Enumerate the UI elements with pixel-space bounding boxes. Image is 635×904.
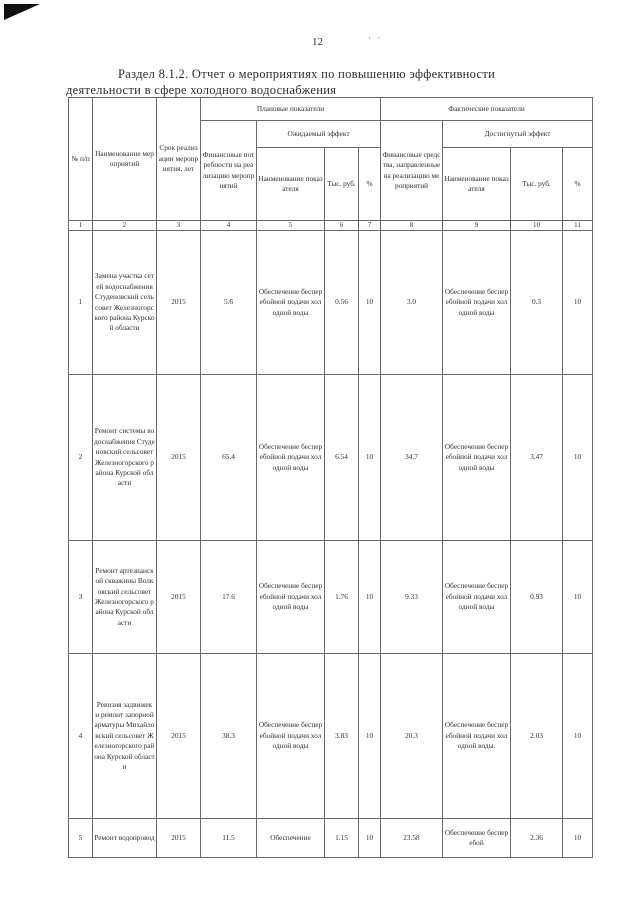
table-row — [69, 231, 593, 375]
column-number-row — [69, 221, 593, 231]
header-fin-spent: Финансовые средства, направленные на реализацию мероприятий — [381, 121, 443, 221]
header-name: Наименование мероприятий — [93, 98, 157, 221]
row-thous-plan: 0.56 — [325, 231, 359, 375]
column-number: 7 — [359, 221, 381, 231]
row-num: 1 — [69, 231, 93, 375]
row-fin-spent: 3.0 — [381, 231, 443, 375]
column-number: 9 — [443, 221, 511, 231]
header-fin-need: Финансовые потребности на реализацию мероприятий — [201, 121, 257, 221]
column-number: 3 — [157, 221, 201, 231]
row-indicator-plan: Обеспечение бесперебойной подачи холодной воды — [257, 541, 325, 654]
row-pct-fact: 10 — [563, 819, 593, 858]
table-row — [69, 541, 593, 654]
row-fin-need: 65.4 — [201, 375, 257, 541]
row-thous-plan: 3.83 — [325, 654, 359, 819]
row-name: Ремонт водопровод — [93, 819, 157, 858]
row-thous-fact: 3.47 — [511, 375, 563, 541]
table-row — [69, 654, 593, 819]
row-fin-spent: 34.7 — [381, 375, 443, 541]
row-pct-plan: 10 — [359, 231, 381, 375]
header-actual-group: Фактические показатели — [381, 98, 593, 121]
row-indicator-plan: Обеспечение бесперебойной подачи холодной воды — [257, 654, 325, 819]
corner-scan-mark — [4, 4, 40, 20]
row-num: 2 — [69, 375, 93, 541]
row-indicator-fact: Обеспечение бесперебойной подачи холодной воды — [443, 541, 511, 654]
header-pct-fact: % — [563, 148, 593, 221]
row-indicator-fact: Обеспечение бесперебойной подачи холодной воды. — [443, 654, 511, 819]
row-pct-fact: 10 — [563, 231, 593, 375]
row-indicator-fact: Обеспечение бесперебойной подачи холодной воды — [443, 231, 511, 375]
section-title-line-2: деятельности в сфере холодного водоснабжения — [66, 83, 337, 97]
row-fin-need: 17.6 — [201, 541, 257, 654]
row-pct-plan: 10 — [359, 819, 381, 858]
row-thous-plan: 1.15 — [325, 819, 359, 858]
row-fin-need: 11.5 — [201, 819, 257, 858]
row-thous-plan: 1.76 — [325, 541, 359, 654]
header-indicator-plan: Наименование показателя — [257, 148, 325, 221]
header-planned-group: Плановые показатели — [201, 98, 381, 121]
row-indicator-fact: Обеспечение бесперебой — [443, 819, 511, 858]
header-thous-rub-fact: Тыс. руб. — [511, 148, 563, 221]
row-pct-fact: 10 — [563, 541, 593, 654]
table-row — [69, 375, 593, 541]
row-num: 5 — [69, 819, 93, 858]
column-number: 4 — [201, 221, 257, 231]
row-term: 2015 — [157, 654, 201, 819]
row-pct-fact: 10 — [563, 654, 593, 819]
row-pct-plan: 10 — [359, 654, 381, 819]
column-number: 6 — [325, 221, 359, 231]
row-fin-need: 5.6 — [201, 231, 257, 375]
header-num: № п/п — [69, 98, 93, 221]
table-row — [69, 819, 593, 858]
row-num: 4 — [69, 654, 93, 819]
row-term: 2015 — [157, 541, 201, 654]
row-num: 3 — [69, 541, 93, 654]
header-pct-plan: % — [359, 148, 381, 221]
section-title — [66, 66, 566, 98]
section-title-line-1: Раздел 8.1.2. Отчет о мероприятиях по повышению эффективности — [118, 67, 496, 81]
row-name: Замена участка сетей водоснабжения Студеновский сельсовет Железногорского района Курской области — [93, 231, 157, 375]
row-fin-spent: 9.33 — [381, 541, 443, 654]
row-name: Ремонт артезианской скважины Волковский сельсовет Железногорского района Курской области — [93, 541, 157, 654]
row-name: Ремонт системы водоснабжения Студеновский сельсовет Железногорского района Курской области — [93, 375, 157, 541]
row-fin-need: 38.3 — [201, 654, 257, 819]
scan-speck: · · — [368, 33, 383, 43]
header-term: Срок реализации мероприятия, лет — [157, 98, 201, 221]
column-number: 5 — [257, 221, 325, 231]
column-number: 2 — [93, 221, 157, 231]
page-number: 12 — [312, 36, 323, 48]
row-pct-plan: 10 — [359, 375, 381, 541]
header-expected-effect: Ожидаемый эффект — [257, 121, 381, 148]
header-achieved-effect: Достигнутый эффект — [443, 121, 593, 148]
row-fin-spent: 20.3 — [381, 654, 443, 819]
row-thous-fact: 2.36 — [511, 819, 563, 858]
row-name: Ревизия задвижек и ремонт запорной арматуры Михайловский сельсовет Железногорского района Курской области — [93, 654, 157, 819]
header-indicator-fact: Наименование показателя — [443, 148, 511, 221]
row-thous-fact: 0.3 — [511, 231, 563, 375]
row-thous-fact: 2.03 — [511, 654, 563, 819]
row-term: 2015 — [157, 375, 201, 541]
row-pct-fact: 10 — [563, 375, 593, 541]
row-indicator-plan: Обеспечение бесперебойной подачи холодной воды — [257, 375, 325, 541]
column-number: 10 — [511, 221, 563, 231]
column-number: 8 — [381, 221, 443, 231]
row-indicator-fact: Обеспечение бесперебойной подачи холодной воды — [443, 375, 511, 541]
row-thous-plan: 6.54 — [325, 375, 359, 541]
row-thous-fact: 0.93 — [511, 541, 563, 654]
row-term: 2015 — [157, 231, 201, 375]
row-indicator-plan: Обеспечение — [257, 819, 325, 858]
row-pct-plan: 10 — [359, 541, 381, 654]
column-number: 1 — [69, 221, 93, 231]
row-term: 2015 — [157, 819, 201, 858]
row-fin-spent: 23.58 — [381, 819, 443, 858]
report-table — [68, 97, 593, 858]
header-thous-rub-plan: Тыс. руб. — [325, 148, 359, 221]
column-number: 11 — [563, 221, 593, 231]
row-indicator-plan: Обеспечение бесперебойной подачи холодной воды — [257, 231, 325, 375]
